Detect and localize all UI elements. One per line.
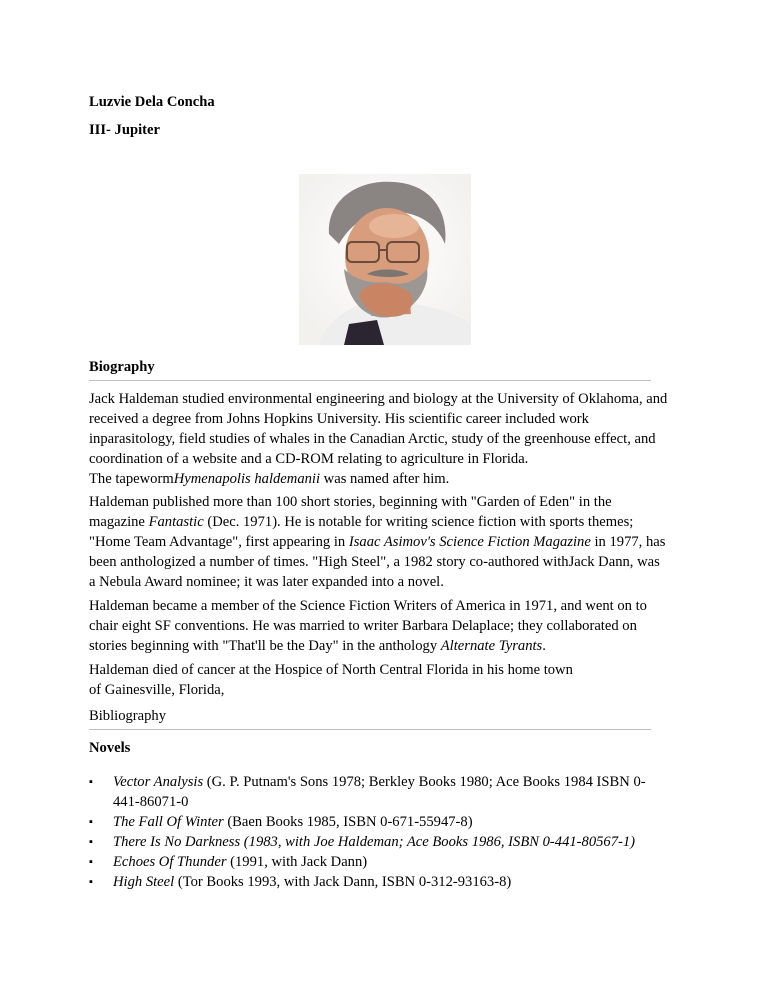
bio-p3-text-1: Haldeman became a member of the Science Fiction Writers of America in 1971, and went on to chair eight SF conventions. He was married to writer Barbara Delaplace; they collaborated on stories beginning with "That'll be the Day" in the anthology bbox=[89, 598, 647, 654]
anthology-title: Alternate Tyrants bbox=[440, 638, 543, 654]
novel-details: (Baen Books 1985, ISBN 0-671-55947-8) bbox=[223, 814, 473, 830]
bio-p1-text-b: The tapeworm bbox=[89, 471, 174, 487]
list-item bbox=[89, 772, 669, 812]
bullet-icon: ▪ bbox=[89, 876, 93, 888]
bio-paragraph-3 bbox=[89, 596, 669, 656]
author-name: Luzvie Dela Concha bbox=[89, 94, 215, 110]
bio-p4-line-1: Haldeman died of cancer at the Hospice of North Central Florida in his home town bbox=[89, 662, 573, 678]
bio-p2-text-2: (Dec. 1971). He is notable for writing science fiction with sports themes; "Home Team Advantage", first appearing in bbox=[89, 514, 634, 550]
bio-p2-text-3: in 1977, has been anthologized a number of times. "High Steel", a 1982 story co-authored withJack Dann, was a Nebula Award nominee; it was later expanded into a novel. bbox=[89, 534, 666, 590]
bibliography-heading: Bibliography bbox=[89, 706, 651, 730]
bullet-icon: ▪ bbox=[89, 776, 93, 788]
bullet-icon: ▪ bbox=[89, 856, 93, 868]
novel-details: (Tor Books 1993, with Jack Dann, ISBN 0-312-93163-8) bbox=[174, 874, 512, 890]
list-item bbox=[89, 812, 669, 832]
novel-details: (G. P. Putnam's Sons 1978; Berkley Books 1980; Ace Books 1984 ISBN 0-441-86071-0 bbox=[113, 774, 646, 810]
magazine-asimovs: Isaac Asimov's Science Fiction Magazine bbox=[348, 534, 591, 550]
bio-p1-text: Jack Haldeman studied environmental engineering and biology at the University of Oklahoma, and received a degree from Johns Hopkins University. His scientific career included work inparasitology, field studies of whales in the Canadian Arctic, study of the greenhouse effect, and coordination of a website and a CD-ROM relating to agriculture in Florida. bbox=[89, 391, 668, 467]
class-name: III- Jupiter bbox=[89, 122, 160, 138]
novels-heading: Novels bbox=[89, 740, 131, 756]
bullet-icon: ▪ bbox=[89, 836, 93, 848]
novels-list bbox=[89, 772, 669, 892]
portrait-photo bbox=[299, 174, 471, 345]
magazine-fantastic: Fantastic bbox=[148, 514, 204, 530]
novel-title: Vector Analysis bbox=[113, 774, 204, 790]
novel-details: (1991, with Jack Dann) bbox=[226, 854, 368, 870]
novel-title: The Fall Of Winter bbox=[113, 814, 224, 830]
bio-p4-line-2: of Gainesville, Florida, bbox=[89, 682, 225, 698]
list-item bbox=[89, 872, 669, 892]
bio-p3-text-2: . bbox=[542, 638, 546, 654]
bio-paragraph-1 bbox=[89, 389, 669, 489]
species-name: Hymenapolis haldemanii bbox=[173, 471, 321, 487]
list-item bbox=[89, 832, 669, 852]
novel-title: There Is No Darkness (1983, with Joe Haldeman; Ace Books 1986, ISBN 0-441-80567-1) bbox=[113, 834, 636, 850]
novel-title: Echoes Of Thunder bbox=[113, 854, 227, 870]
bio-p1-text-c: was named after him. bbox=[320, 471, 450, 487]
bio-paragraph-2 bbox=[89, 492, 669, 592]
bio-p2-text-1: Haldeman published more than 100 short stories, beginning with "Garden of Eden" in the magazine bbox=[89, 494, 612, 530]
novel-title: High Steel bbox=[113, 874, 175, 890]
bio-paragraph-4 bbox=[89, 660, 669, 700]
bullet-icon: ▪ bbox=[89, 816, 93, 828]
biography-heading: Biography bbox=[89, 357, 651, 381]
list-item bbox=[89, 852, 669, 872]
